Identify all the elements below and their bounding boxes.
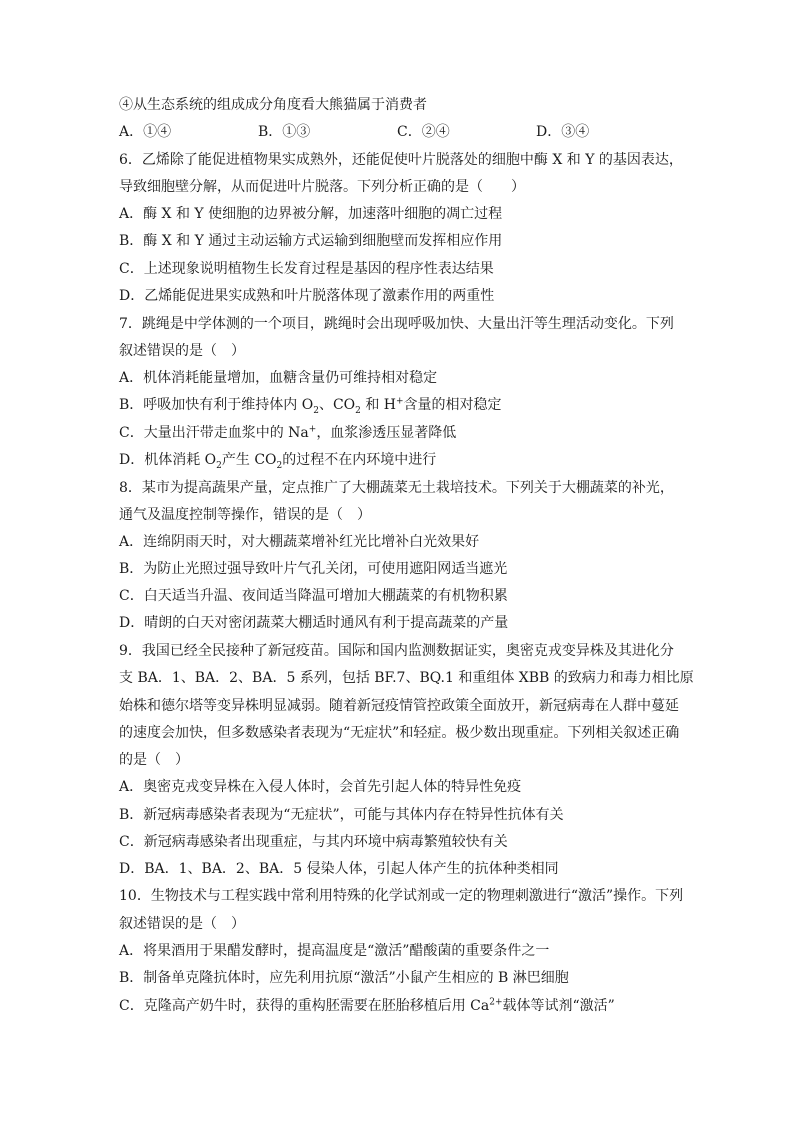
q8-stem-line-2: 通气及温度控制等操作，错误的是（ ） [119,507,371,523]
q5-option-a: A．①④ [119,124,172,140]
q6-option-b: B．酶 X 和 Y 通过主动运输方式运输到细胞壁而发挥相应作用 [119,233,503,249]
q6-option-d: D．乙烯能促进果实成熟和叶片脱落体现了激素作用的两重性 [119,288,495,304]
q6-option-a: A．酶 X 和 Y 使细胞的边界被分解，加速落叶细胞的凋亡过程 [119,206,503,222]
q9-stem-line-2: 支 BA．1、BA．2、BA．5 系列，包括 BF.7、BQ.1 和重组体 XBB 的致病力和毒力相比原 [119,670,694,686]
q10-stem-line-1: 10．生物技术与工程实践中常利用特殊的化学试剂或一定的物理刺激进行“激活”操作。下列 [119,888,684,904]
q6-stem-line-2: 导致细胞壁分解，从而促进叶片脱落。下列分析正确的是（ ） [119,179,525,195]
q8-option-c: C．白天适当升温、夜间适当降温可增加大棚蔬菜的有机物积累 [119,588,508,604]
q9-option-c: C．新冠病毒感染者出现重症，与其内环境中病毒繁殖较快有关 [119,834,508,850]
q5-option-c: C．②④ [397,124,450,140]
q7-option-d: D．机体消耗 $O_2$产生 $CO_2$的过程不在内环境中进行 [119,452,437,471]
q9-stem-line-4: 的速度会加快，但多数感染者表现为“无症状”和轻症。极少数出现重症。下列相关叙述正确 [119,725,680,741]
q6-option-c: C．上述现象说明植物生长发育过程是基因的程序性表达结果 [119,261,494,277]
q7-option-a: A．机体消耗能量增加，血糖含量仍可维持相对稳定 [119,370,438,386]
q9-option-a: A．奥密克戎变异株在入侵人体时，会首先引起人体的特异性免疫 [119,779,522,795]
q7-option-b: B．呼吸加快有利于维持体内 $O_2$、$CO_2$ 和 H+含量的相对稳定 [119,396,502,416]
q10-stem-line-2: 叙述错误的是（ ） [119,916,245,932]
q9-stem-line-3: 始株和德尔塔等变异株明显减弱。随着新冠疫情管控政策全面放开，新冠病毒在人群中蔓延 [119,698,679,714]
q10-option-b: B．制备单克隆抗体时，应先利用抗原“激活”小鼠产生相应的 B 淋巴细胞 [119,970,569,986]
q8-option-d: D．晴朗的白天对密闭蔬菜大棚适时通风有利于提高蔬菜的产量 [119,615,509,631]
q9-stem-line-5: 的是（ ） [119,752,189,768]
q8-option-a: A．连绵阴雨天时，对大棚蔬菜增补红光比增补白光效果好 [119,534,480,550]
q10-option-a: A．将果酒用于果醋发酵时，提高温度是“激活”醋酸菌的重要条件之一 [119,943,550,959]
q8-option-b: B．为防止光照过强导致叶片气孔关闭，可使用遮阳网适当遮光 [119,561,508,577]
q7-option-c: C．大量出汗带走血浆中的 Na+，血浆渗透压显著降低 [119,424,457,441]
q9-stem-line-1: 9．我国已经全民接种了新冠疫苗。国际和国内监测数据证实，奥密克戎变异株及其进化分 [119,643,674,659]
q5-option-d: D．③④ [536,124,590,140]
q7-stem-line-2: 叙述错误的是（ ） [119,343,245,359]
q8-stem-line-1: 8．某市为提高蔬果产量，定点推广了大棚蔬菜无土栽培技术。下列关于大棚蔬菜的补光， [119,480,674,496]
q5-statement-4: ④从生态系统的组成成分角度看大熊猫属于消费者 [119,97,427,113]
q5-option-b: B．①③ [258,124,311,140]
q9-option-b: B．新冠病毒感染者表现为“无症状”，可能与其体内存在特异性抗体有关 [119,807,564,823]
q9-option-d: D．BA．1、BA．2、BA．5 侵染人体，引起人体产生的抗体种类相同 [119,861,559,877]
q7-stem-line-1: 7．跳绳是中学体测的一个项目，跳绳时会出现呼吸加快、大量出汗等生理活动变化。下列 [119,316,674,332]
q6-stem-line-1: 6．乙烯除了能促进植物果实成熟外，还能促使叶片脱落处的细胞中酶 X 和 Y 的基因表达， [119,152,683,168]
q10-option-c: C．克隆高产奶牛时，获得的重构胚需要在胚胎移植后用 $Ca^{2+}$载体等试剂“激活” [119,997,615,1014]
